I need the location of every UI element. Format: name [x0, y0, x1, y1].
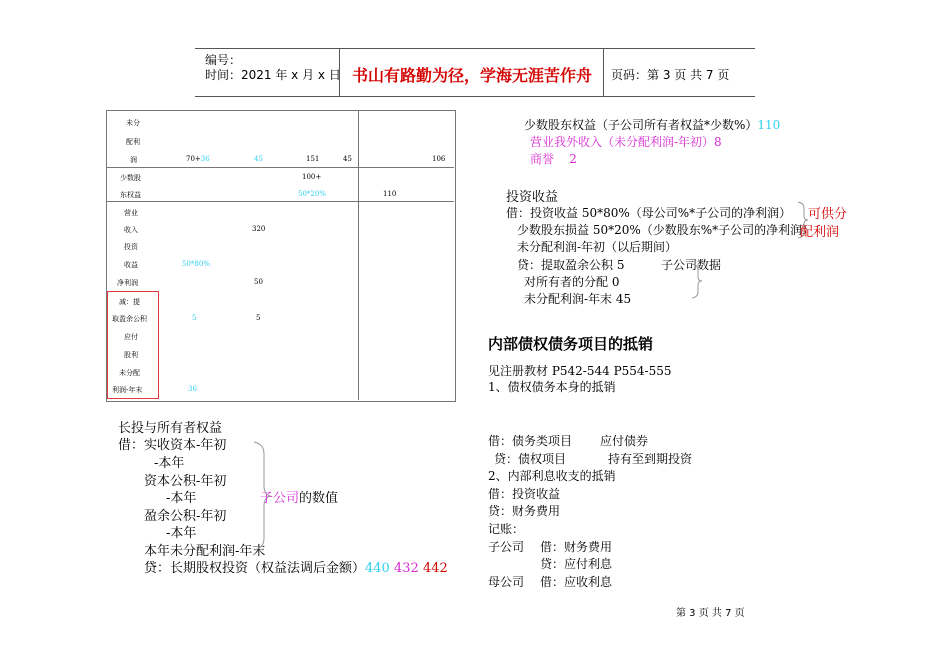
parent-debit: 借：应收利息 [540, 575, 613, 589]
investment-line-6: 未分配利润-年末 45 [524, 292, 632, 306]
row1-value-a-cyan: 36 [200, 155, 210, 163]
left-entry-line-6: -本年 [166, 526, 197, 541]
row3-label-revenue1: 营业 [124, 209, 138, 217]
internal-line-2: 贷：财务费用 [488, 504, 561, 518]
left-entry-line-5: 盈余公积-年初 [144, 509, 227, 524]
row3-label-invest1: 投资 [124, 243, 138, 251]
header-bottom-rule [195, 96, 755, 97]
internal-item-1: 1、债权债务本身的抵销 [488, 380, 616, 394]
parent-label: 母公司 [488, 575, 525, 589]
row1-label-3: 润 [130, 156, 137, 164]
internal-item-2: 2、内部利息收支的抵销 [488, 469, 616, 483]
minority-text: 少数股东权益（子公司所有者权益*少数%） [524, 118, 758, 132]
brace-note [260, 487, 338, 506]
minority-num: 110 [757, 118, 781, 132]
investment-line-5: 对所有者的分配 0 [524, 275, 620, 289]
row1-value-a [186, 155, 210, 163]
row3-label-invest2: 收益 [124, 261, 138, 269]
box-label-6: 利润-年末 [112, 386, 143, 394]
row2-label-2: 东权益 [120, 191, 141, 199]
other-income-line: 营业我外收入（未分配利润-年初）8 [530, 135, 722, 149]
row1-label-1: 未分 [126, 119, 140, 127]
brace-note-subsidiary: 子公司 [260, 491, 300, 506]
header-date: 时间：2021 年 x 月 x 日 [205, 68, 341, 82]
row2-value-c: 110 [383, 190, 397, 198]
row2-label-1: 少数股 [120, 174, 141, 182]
row1-value-e: 106 [432, 155, 446, 163]
subsidiary-debit: 借：财务费用 [540, 540, 613, 554]
row3-value-inv: 50*80% [182, 260, 210, 268]
internal-heading: 内部债权债务项目的抵销 [488, 335, 654, 353]
row3-label-revenue2: 收入 [124, 226, 138, 234]
investment-line-4: 贷：提取盈余公积 5 [517, 258, 625, 272]
brace-icon [690, 262, 704, 300]
row3-value-profit: 50 [254, 278, 263, 286]
investment-line-2: 少数股东损益 50*20%（少数股东%*子公司的净利润） [517, 223, 815, 237]
distributable-note-1: 可供分 [808, 207, 848, 222]
page-footer: 第 3 页 共 7 页 [676, 608, 745, 619]
left-entry-credit [144, 557, 448, 576]
left-entry-line-2: -本年 [154, 456, 185, 471]
row1-value-d: 45 [343, 155, 352, 163]
internal-debit: 借：债务类项目 [488, 434, 573, 448]
highlight-box [107, 291, 159, 399]
box-value-a: 5 [256, 314, 261, 322]
box-label-1: 减：提 [119, 298, 140, 306]
table-col-divider [358, 110, 359, 400]
box-value-end: 36 [188, 385, 197, 393]
left-entry-line-1: 借：实收资本-年初 [118, 438, 227, 453]
credit-num-1: 440 [365, 561, 390, 576]
internal-line-3: 记账： [488, 522, 525, 536]
row1-value-b: 45 [254, 155, 263, 163]
internal-credit-right: 持有至到期投资 [608, 452, 693, 466]
subsidiary-label: 子公司 [488, 540, 525, 554]
internal-ref: 见注册教材 P542-544 P554-555 [488, 364, 672, 378]
box-label-4: 股利 [124, 351, 138, 359]
subsidiary-data-note: 子公司数据 [661, 258, 722, 272]
row3-value-revenue: 320 [252, 225, 266, 233]
header-divider-right [603, 48, 604, 96]
goodwill-num: 2 [569, 152, 577, 166]
row2-value-a: 100+ [302, 173, 322, 181]
box-label-3: 应付 [124, 333, 138, 341]
goodwill-line [530, 150, 577, 167]
row1-label-2: 配利 [126, 138, 140, 146]
internal-credit: 贷：债权项目 [494, 452, 567, 466]
minority-line [524, 116, 780, 133]
internal-debit-right: 应付债券 [600, 434, 649, 448]
table-row-divider-2 [106, 201, 454, 202]
box-value-a-cyan: 5 [192, 314, 197, 322]
subsidiary-credit: 贷：应付利息 [540, 557, 613, 571]
credit-num-3: 442 [422, 561, 448, 576]
credit-num-2: 432 [393, 561, 419, 576]
left-entry-title: 长投与所有者权益 [118, 421, 223, 436]
box-label-2: 取盈余公积 [112, 315, 147, 323]
brace-note-rest: 的数值 [299, 491, 339, 506]
goodwill-label: 商誉 [530, 152, 555, 166]
internal-line-1: 借：投资收益 [488, 487, 561, 501]
investment-line-3: 未分配利润-年初（以后期间） [517, 240, 678, 254]
row1-value-a-black: 70+ [186, 155, 201, 163]
investment-title: 投资收益 [506, 190, 559, 205]
credit-text: 贷：长期股权投资（权益法调后金额） [144, 561, 366, 576]
row3-label-profit: 净利润 [117, 279, 138, 287]
left-entry-line-4: -本年 [166, 491, 197, 506]
header-top-rule [195, 48, 755, 49]
row1-value-c: 151 [306, 155, 320, 163]
distributable-note-2: 配利润 [800, 225, 840, 240]
box-label-5: 未分配 [119, 369, 140, 377]
left-entry-line-3: 资本公积-年初 [144, 474, 227, 489]
row2-value-b: 50*20% [298, 190, 326, 198]
table-row-divider-1 [106, 167, 454, 168]
investment-line-1: 借：投资收益 50*80%（母公司%*子公司的净利润） [506, 206, 792, 220]
header-number-label: 编号： [205, 53, 242, 67]
header-motto: 书山有路勤为径，学海无涯苦作舟 [352, 66, 593, 85]
header-page-label: 页码：第 3 页 共 7 页 [611, 68, 730, 82]
left-entry-line-7: 本年未分配利润-年末 [144, 544, 266, 559]
